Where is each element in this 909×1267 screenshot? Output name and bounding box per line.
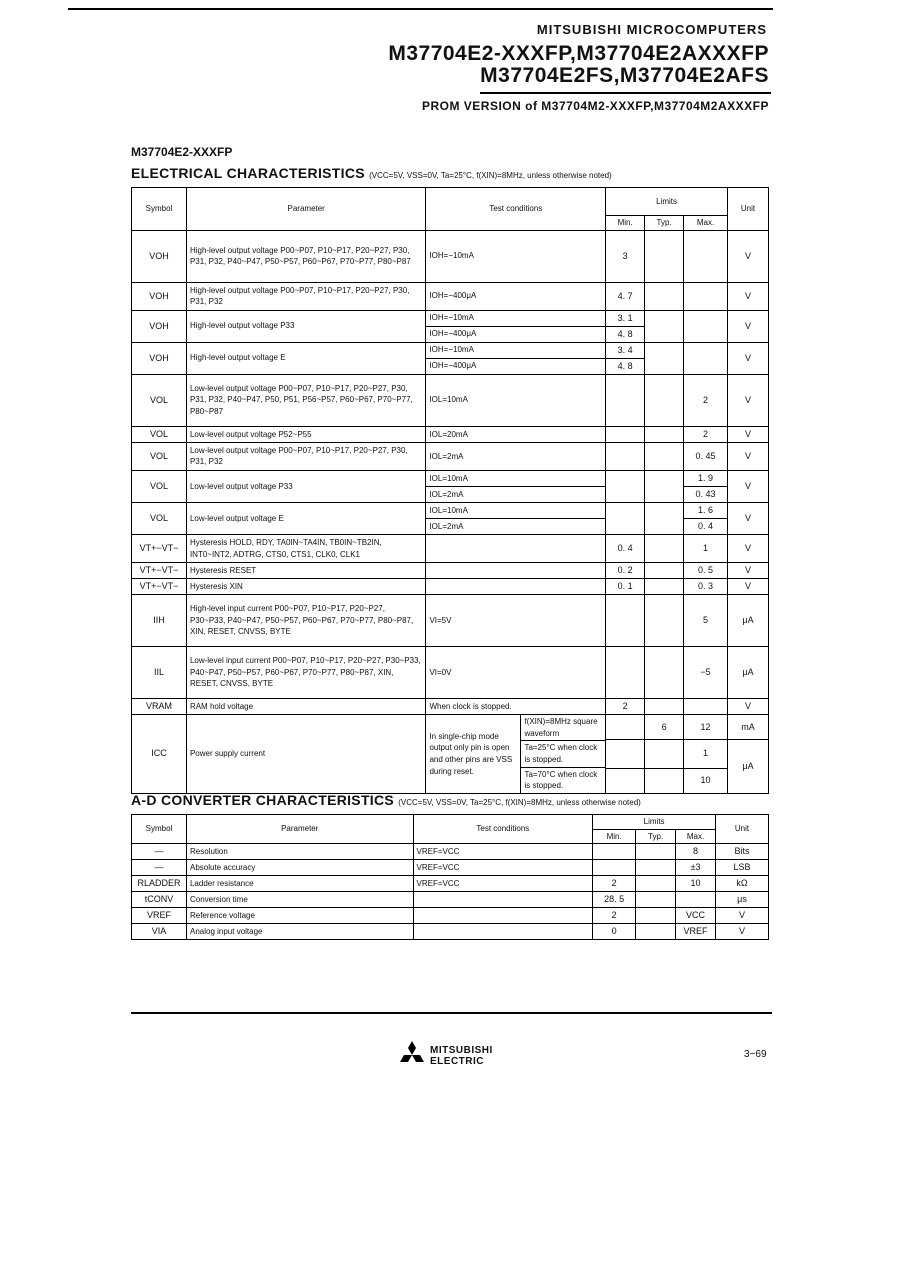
table-row — [132, 442, 769, 470]
table-row — [132, 924, 769, 940]
typ-value — [636, 908, 676, 924]
symbol: VREF — [132, 908, 187, 924]
table-row — [132, 342, 769, 358]
col-unit: Unit — [716, 815, 769, 844]
parameter: High-level input current P00~P07, P10~P17, P20~P27, P30~P33, P40~P47, P50~P57, P60~P67, P70~P77, P80~P87, XIN, RESET, CNVSS, BYTE — [186, 595, 426, 647]
col-max: Max. — [684, 216, 728, 231]
max-value: 1. 9 — [684, 470, 728, 486]
electrical-title — [131, 165, 612, 181]
parameter: Low-level output voltage P00~P07, P10~P17, P20~P27, P30, P31, P32 — [186, 442, 426, 470]
parameter: High-level output voltage P00~P07, P10~P17, P20~P27, P30, P31, P32, P40~P47, P50~P57, P60~P67, P70~P77, P80~P87 — [186, 230, 426, 282]
test-condition: IOH=−400μA — [426, 282, 606, 310]
max-value: 1 — [684, 535, 728, 563]
unit: V — [728, 535, 769, 563]
table-row — [132, 535, 769, 563]
parameter: Power supply current — [186, 715, 426, 794]
test-condition: Ta=70°C when clock is stopped. — [524, 769, 598, 791]
unit: kΩ — [716, 876, 769, 892]
typ-value — [645, 768, 684, 793]
max-value: 1 — [684, 740, 728, 769]
typ-value — [645, 442, 684, 470]
max-value — [684, 699, 728, 715]
min-value — [593, 844, 636, 860]
typ-value — [645, 310, 684, 342]
min-value — [606, 442, 645, 470]
test-condition: f(XIN)=8MHz square waveform — [521, 715, 605, 741]
symbol: RLADDER — [132, 876, 187, 892]
table-row — [132, 374, 769, 426]
typ-value — [645, 470, 684, 502]
unit: V — [728, 342, 769, 374]
typ-value — [645, 647, 684, 699]
typ-value — [645, 374, 684, 426]
min-value: 2 — [593, 876, 636, 892]
col-typ: Typ. — [636, 829, 676, 844]
unit: V — [728, 282, 769, 310]
symbol: VT+−VT− — [132, 535, 187, 563]
col-min: Min. — [606, 216, 645, 231]
test-condition: IOL=20mA — [426, 426, 606, 442]
unit: V — [728, 502, 769, 534]
symbol: ICC — [132, 715, 187, 794]
table-row — [132, 310, 769, 326]
parameter: Reference voltage — [186, 908, 413, 924]
typ-value — [645, 535, 684, 563]
test-condition: IOL=10mA — [426, 374, 606, 426]
min-value: 3. 4 — [606, 342, 645, 358]
symbol: VOL — [132, 502, 187, 534]
min-value: 2 — [593, 908, 636, 924]
unit: μA — [728, 647, 769, 699]
min-value: 0. 2 — [606, 563, 645, 579]
table-row — [132, 908, 769, 924]
test-condition: VI=0V — [426, 647, 606, 699]
max-value: 8 — [676, 844, 716, 860]
unit: μs — [716, 892, 769, 908]
max-value: 10 — [684, 768, 728, 793]
symbol: IIL — [132, 647, 187, 699]
parameter: RAM hold voltage — [186, 699, 426, 715]
conditions: (VCC=5V, VSS=0V, Ta=25°C, f(XIN)=8MHz, unless otherwise noted) — [398, 798, 641, 807]
unit: V — [728, 579, 769, 595]
unit: V — [728, 442, 769, 470]
table-row — [132, 595, 769, 647]
title-line-2: M37704E2FS,M37704E2AFS — [480, 64, 769, 87]
conditions: (VCC=5V, VSS=0V, Ta=25°C, f(XIN)=8MHz, unless otherwise noted) — [369, 171, 612, 180]
table-row — [132, 579, 769, 595]
test-condition: IOH=−10mA — [426, 342, 606, 358]
typ-value — [645, 426, 684, 442]
unit: μA — [728, 740, 769, 794]
typ-value — [645, 282, 684, 310]
table-row — [132, 230, 769, 282]
typ-value — [645, 595, 684, 647]
min-value — [606, 470, 645, 502]
test-condition: IOL=10mA — [426, 502, 606, 518]
min-value — [593, 860, 636, 876]
min-value: 4. 8 — [606, 326, 645, 342]
typ-value — [645, 342, 684, 374]
table-row — [132, 563, 769, 579]
test-condition: When clock is stopped. — [426, 699, 606, 715]
table-row — [132, 502, 769, 518]
min-value: 4. 7 — [606, 282, 645, 310]
parameter: Absolute accuracy — [186, 860, 413, 876]
test-condition: VREF=VCC — [413, 844, 593, 860]
test-condition: IOL=2mA — [426, 442, 606, 470]
col-symbol: Symbol — [132, 188, 187, 231]
col-typ: Typ. — [645, 216, 684, 231]
col-min: Min. — [593, 829, 636, 844]
typ-value — [645, 563, 684, 579]
table-row — [132, 470, 769, 486]
symbol: IIH — [132, 595, 187, 647]
table-row — [132, 844, 769, 860]
min-value — [606, 715, 645, 740]
symbol: — — [132, 844, 187, 860]
min-value — [606, 502, 645, 534]
parameter: Ladder resistance — [186, 876, 413, 892]
typ-value — [636, 860, 676, 876]
footer-brand-line-2: ELECTRIC — [430, 1056, 484, 1067]
ad-table — [131, 814, 769, 940]
test-condition — [413, 924, 593, 940]
col-limits: Limits — [593, 815, 716, 830]
unit: V — [728, 426, 769, 442]
unit: mA — [728, 715, 769, 740]
parameter: High-level output voltage E — [186, 342, 426, 374]
max-value — [676, 892, 716, 908]
min-value: 2 — [606, 699, 645, 715]
max-value: 0. 5 — [684, 563, 728, 579]
test-condition — [413, 908, 593, 924]
parameter: High-level output voltage P33 — [186, 310, 426, 342]
unit: V — [728, 310, 769, 342]
section-heading: ELECTRICAL CHARACTERISTICS — [131, 165, 365, 181]
max-value: VCC — [676, 908, 716, 924]
min-value — [606, 595, 645, 647]
electrical-table — [131, 187, 769, 794]
parameter: Hysteresis RESET — [186, 563, 426, 579]
test-condition: VREF=VCC — [413, 860, 593, 876]
typ-value — [636, 876, 676, 892]
unit: Bits — [716, 844, 769, 860]
title-line-1: M37704E2-XXXFP,M37704E2AXXXFP — [388, 42, 769, 65]
test-condition-block — [426, 715, 606, 794]
col-parameter: Parameter — [186, 815, 413, 844]
test-condition: IOH=−400μA — [426, 326, 606, 342]
test-condition: IOH=−400μA — [426, 358, 606, 374]
typ-value — [645, 502, 684, 534]
parameter: Hysteresis HOLD, RDY, TA0IN~TA4IN, TB0IN~TB2IN, INT0~INT2, ADTRG, CTS0, CTS1, CLK0, CLK1 — [186, 535, 426, 563]
table-row — [132, 426, 769, 442]
col-unit: Unit — [728, 188, 769, 231]
test-condition: IOL=2mA — [426, 518, 606, 534]
col-parameter: Parameter — [186, 188, 426, 231]
max-value: −5 — [684, 647, 728, 699]
parameter: High-level output voltage P00~P07, P10~P17, P20~P27, P30, P31, P32 — [186, 282, 426, 310]
parameter: Low-level output voltage P00~P07, P10~P17, P20~P27, P30, P31, P32, P40~P47, P50, P51, P56~P57, P60~P67, P70~P77, P80~P87 — [186, 374, 426, 426]
test-condition: IOL=2mA — [426, 486, 606, 502]
table-row — [132, 282, 769, 310]
top-rule — [68, 8, 773, 10]
min-value: 4. 8 — [606, 358, 645, 374]
parameter: Hysteresis XIN — [186, 579, 426, 595]
max-value: 0. 4 — [684, 518, 728, 534]
parameter: Analog input voltage — [186, 924, 413, 940]
table-row — [132, 699, 769, 715]
symbol: VOH — [132, 230, 187, 282]
table-row — [132, 715, 769, 740]
min-value — [606, 768, 645, 793]
max-value: VREF — [676, 924, 716, 940]
min-value: 3. 1 — [606, 310, 645, 326]
page-number: 3−69 — [744, 1049, 767, 1060]
symbol: tCONV — [132, 892, 187, 908]
parameter: Low-level input current P00~P07, P10~P17, P20~P27, P30~P33, P40~P47, P50~P57, P60~P67, P70~P77, P80~P87, XIN, RESET, CNVSS, BYTE — [186, 647, 426, 699]
max-value: 0. 43 — [684, 486, 728, 502]
footer-brand-line-1: MITSUBISHI — [430, 1045, 493, 1056]
max-value — [684, 310, 728, 342]
max-value — [684, 282, 728, 310]
max-value: 12 — [684, 715, 728, 740]
min-value: 28. 5 — [593, 892, 636, 908]
min-value — [606, 740, 645, 769]
min-value: 0. 4 — [606, 535, 645, 563]
test-condition: VREF=VCC — [413, 876, 593, 892]
max-value: 2 — [684, 426, 728, 442]
test-condition: IOL=10mA — [426, 470, 606, 486]
symbol: VT+−VT− — [132, 563, 187, 579]
symbol: VIA — [132, 924, 187, 940]
col-test: Test conditions — [426, 188, 606, 231]
symbol: VOH — [132, 310, 187, 342]
test-condition: In single-chip mode output only pin is open and other pins are VSS during reset. — [426, 715, 521, 793]
subtitle: PROM VERSION of M37704M2-XXXFP,M37704M2AXXXFP — [421, 99, 769, 113]
symbol: VT+−VT− — [132, 579, 187, 595]
typ-value — [645, 699, 684, 715]
typ-value — [636, 924, 676, 940]
parameter: Resolution — [186, 844, 413, 860]
unit: V — [728, 374, 769, 426]
footer-rule — [131, 1012, 772, 1014]
max-value — [684, 342, 728, 374]
max-value: 10 — [676, 876, 716, 892]
parameter: Low-level output voltage P33 — [186, 470, 426, 502]
typ-value — [636, 844, 676, 860]
symbol: VOH — [132, 342, 187, 374]
min-value — [606, 647, 645, 699]
ad-title — [131, 792, 641, 808]
unit: V — [728, 699, 769, 715]
min-value: 0. 1 — [606, 579, 645, 595]
table-row — [132, 876, 769, 892]
test-condition — [426, 563, 606, 579]
table-row — [132, 647, 769, 699]
max-value: 2 — [684, 374, 728, 426]
max-value: 5 — [684, 595, 728, 647]
symbol: VOL — [132, 426, 187, 442]
test-condition — [426, 579, 606, 595]
min-value: 0 — [593, 924, 636, 940]
max-value: 0. 45 — [684, 442, 728, 470]
test-condition: VI=5V — [426, 595, 606, 647]
unit: V — [728, 230, 769, 282]
test-condition: IOH=−10mA — [426, 310, 606, 326]
symbol: VOH — [132, 282, 187, 310]
col-symbol: Symbol — [132, 815, 187, 844]
test-condition: IOH=−10mA — [426, 230, 606, 282]
test-condition — [426, 535, 606, 563]
table-row — [132, 860, 769, 876]
min-value — [606, 374, 645, 426]
min-value — [606, 426, 645, 442]
parameter: Low-level output voltage P52~P55 — [186, 426, 426, 442]
max-value — [684, 230, 728, 282]
test-condition — [413, 892, 593, 908]
header-rule — [480, 92, 771, 94]
table-row — [132, 892, 769, 908]
col-test: Test conditions — [413, 815, 593, 844]
symbol: VOL — [132, 470, 187, 502]
symbol: VOL — [132, 442, 187, 470]
col-max: Max. — [676, 829, 716, 844]
brand-line: MITSUBISHI MICROCOMPUTERS — [536, 22, 767, 37]
min-value: 3 — [606, 230, 645, 282]
unit: V — [728, 563, 769, 579]
max-value: ±3 — [676, 860, 716, 876]
parameter: Conversion time — [186, 892, 413, 908]
mitsubishi-logo-icon — [398, 1041, 426, 1069]
typ-value: 6 — [645, 715, 684, 740]
unit: μA — [728, 595, 769, 647]
unit: LSB — [716, 860, 769, 876]
max-value: 0. 3 — [684, 579, 728, 595]
test-condition: Ta=25°C when clock is stopped. — [521, 741, 605, 767]
section-heading: A-D CONVERTER CHARACTERISTICS — [131, 792, 395, 808]
symbol: VRAM — [132, 699, 187, 715]
unit: V — [728, 470, 769, 502]
unit: V — [716, 908, 769, 924]
parameter: Low-level output voltage E — [186, 502, 426, 534]
footer-brand — [430, 1045, 493, 1067]
symbol: VOL — [132, 374, 187, 426]
unit: V — [716, 924, 769, 940]
part-number: M37704E2-XXXFP — [131, 145, 233, 159]
typ-value — [636, 892, 676, 908]
typ-value — [645, 230, 684, 282]
symbol: — — [132, 860, 187, 876]
max-value: 1. 6 — [684, 502, 728, 518]
typ-value — [645, 579, 684, 595]
col-limits: Limits — [606, 188, 728, 216]
typ-value — [645, 740, 684, 769]
